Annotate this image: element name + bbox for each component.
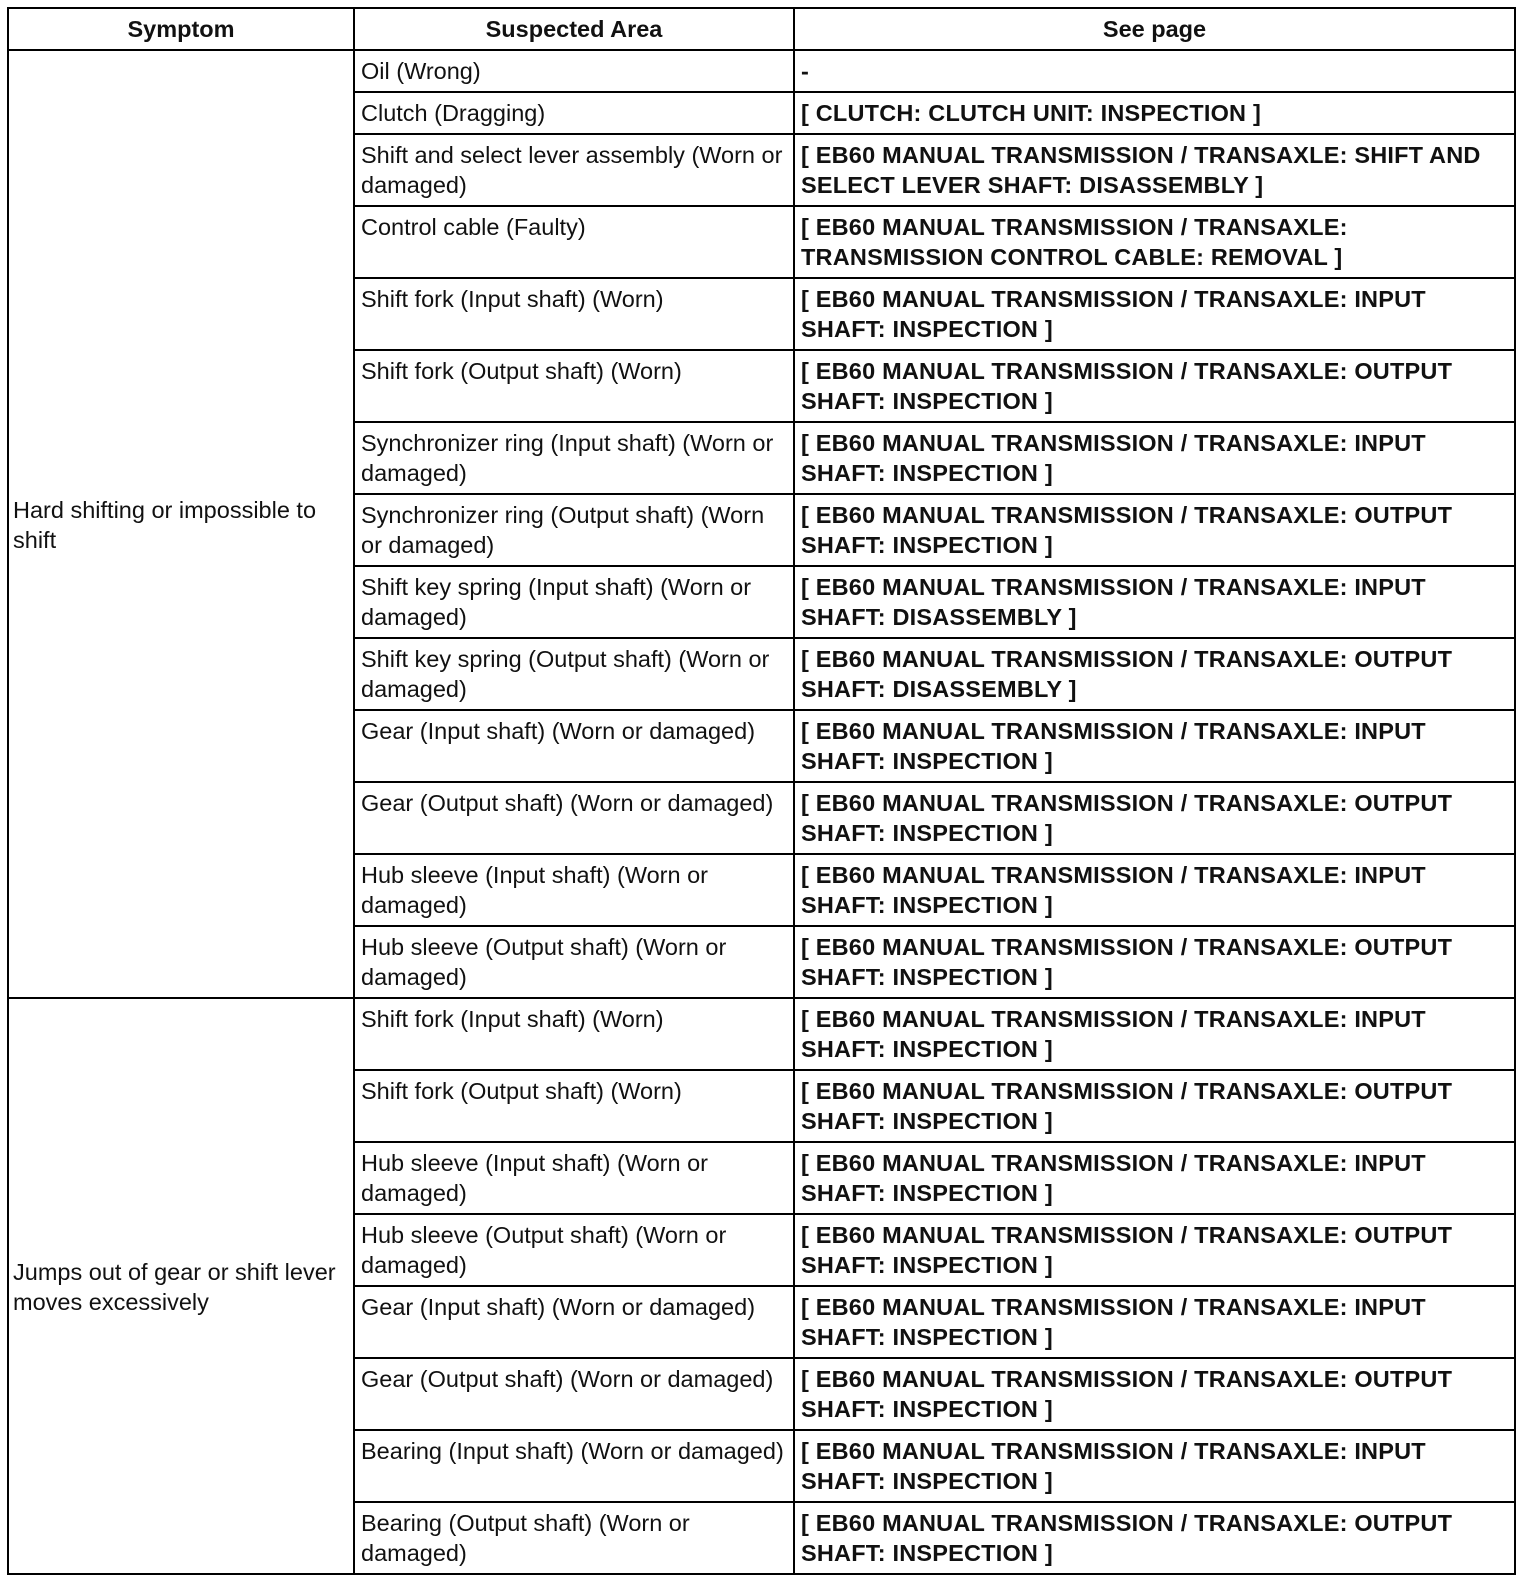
suspected-area-cell: Shift fork (Output shaft) (Worn) (354, 1070, 794, 1142)
suspected-area-cell: Shift fork (Input shaft) (Worn) (354, 278, 794, 350)
table-row (8, 998, 1515, 1070)
header-suspected-area: Suspected Area (354, 8, 794, 50)
see-page-reference: [ EB60 MANUAL TRANSMISSION / TRANSAXLE: OUTPUT SHAFT: INSPECTION ] (794, 1502, 1515, 1574)
see-page-reference: [ EB60 MANUAL TRANSMISSION / TRANSAXLE: INPUT SHAFT: INSPECTION ] (794, 998, 1515, 1070)
suspected-area-cell: Control cable (Faulty) (354, 206, 794, 278)
suspected-area-cell: Hub sleeve (Output shaft) (Worn or damaged) (354, 1214, 794, 1286)
suspected-area-cell: Oil (Wrong) (354, 50, 794, 92)
see-page-reference: [ EB60 MANUAL TRANSMISSION / TRANSAXLE: INPUT SHAFT: INSPECTION ] (794, 1430, 1515, 1502)
see-page-reference: [ EB60 MANUAL TRANSMISSION / TRANSAXLE: OUTPUT SHAFT: INSPECTION ] (794, 494, 1515, 566)
see-page-reference: [ EB60 MANUAL TRANSMISSION / TRANSAXLE: OUTPUT SHAFT: INSPECTION ] (794, 782, 1515, 854)
header-see-page: See page (794, 8, 1515, 50)
suspected-area-cell: Shift key spring (Output shaft) (Worn or damaged) (354, 638, 794, 710)
suspected-area-cell: Shift and select lever assembly (Worn or damaged) (354, 134, 794, 206)
see-page-reference: [ EB60 MANUAL TRANSMISSION / TRANSAXLE: OUTPUT SHAFT: INSPECTION ] (794, 1214, 1515, 1286)
symptom-cell: Jumps out of gear or shift lever moves excessively (8, 998, 354, 1574)
see-page-reference: [ EB60 MANUAL TRANSMISSION / TRANSAXLE: INPUT SHAFT: INSPECTION ] (794, 710, 1515, 782)
suspected-area-cell: Gear (Output shaft) (Worn or damaged) (354, 1358, 794, 1430)
see-page-reference: [ EB60 MANUAL TRANSMISSION / TRANSAXLE: INPUT SHAFT: INSPECTION ] (794, 1286, 1515, 1358)
table-header-row (8, 8, 1515, 50)
suspected-area-cell: Synchronizer ring (Output shaft) (Worn or damaged) (354, 494, 794, 566)
see-page-reference: [ EB60 MANUAL TRANSMISSION / TRANSAXLE: OUTPUT SHAFT: INSPECTION ] (794, 350, 1515, 422)
suspected-area-cell: Hub sleeve (Input shaft) (Worn or damaged) (354, 1142, 794, 1214)
suspected-area-cell: Gear (Input shaft) (Worn or damaged) (354, 710, 794, 782)
suspected-area-cell: Hub sleeve (Output shaft) (Worn or damaged) (354, 926, 794, 998)
see-page-reference: - (794, 50, 1515, 92)
suspected-area-cell: Gear (Input shaft) (Worn or damaged) (354, 1286, 794, 1358)
troubleshooting-table (7, 7, 1516, 1575)
suspected-area-cell: Hub sleeve (Input shaft) (Worn or damaged) (354, 854, 794, 926)
see-page-reference: [ EB60 MANUAL TRANSMISSION / TRANSAXLE: INPUT SHAFT: INSPECTION ] (794, 1142, 1515, 1214)
suspected-area-cell: Synchronizer ring (Input shaft) (Worn or damaged) (354, 422, 794, 494)
see-page-reference: [ EB60 MANUAL TRANSMISSION / TRANSAXLE: OUTPUT SHAFT: INSPECTION ] (794, 926, 1515, 998)
header-symptom: Symptom (8, 8, 354, 50)
suspected-area-cell: Bearing (Output shaft) (Worn or damaged) (354, 1502, 794, 1574)
see-page-reference: [ EB60 MANUAL TRANSMISSION / TRANSAXLE: INPUT SHAFT: INSPECTION ] (794, 278, 1515, 350)
see-page-reference: [ EB60 MANUAL TRANSMISSION / TRANSAXLE: OUTPUT SHAFT: INSPECTION ] (794, 1358, 1515, 1430)
see-page-reference: [ EB60 MANUAL TRANSMISSION / TRANSAXLE: INPUT SHAFT: DISASSEMBLY ] (794, 566, 1515, 638)
table-body (8, 50, 1515, 1574)
suspected-area-cell: Bearing (Input shaft) (Worn or damaged) (354, 1430, 794, 1502)
table-row (8, 50, 1515, 92)
see-page-reference: [ CLUTCH: CLUTCH UNIT: INSPECTION ] (794, 92, 1515, 134)
see-page-reference: [ EB60 MANUAL TRANSMISSION / TRANSAXLE: OUTPUT SHAFT: INSPECTION ] (794, 1070, 1515, 1142)
see-page-reference: [ EB60 MANUAL TRANSMISSION / TRANSAXLE: SHIFT AND SELECT LEVER SHAFT: DISASSEMBLY ] (794, 134, 1515, 206)
see-page-reference: [ EB60 MANUAL TRANSMISSION / TRANSAXLE: TRANSMISSION CONTROL CABLE: REMOVAL ] (794, 206, 1515, 278)
troubleshooting-table-container (7, 7, 1516, 1575)
suspected-area-cell: Shift key spring (Input shaft) (Worn or damaged) (354, 566, 794, 638)
suspected-area-cell: Shift fork (Output shaft) (Worn) (354, 350, 794, 422)
suspected-area-cell: Gear (Output shaft) (Worn or damaged) (354, 782, 794, 854)
see-page-reference: [ EB60 MANUAL TRANSMISSION / TRANSAXLE: INPUT SHAFT: INSPECTION ] (794, 422, 1515, 494)
see-page-reference: [ EB60 MANUAL TRANSMISSION / TRANSAXLE: INPUT SHAFT: INSPECTION ] (794, 854, 1515, 926)
suspected-area-cell: Clutch (Dragging) (354, 92, 794, 134)
see-page-reference: [ EB60 MANUAL TRANSMISSION / TRANSAXLE: OUTPUT SHAFT: DISASSEMBLY ] (794, 638, 1515, 710)
symptom-cell: Hard shifting or impossible to shift (8, 50, 354, 998)
suspected-area-cell: Shift fork (Input shaft) (Worn) (354, 998, 794, 1070)
